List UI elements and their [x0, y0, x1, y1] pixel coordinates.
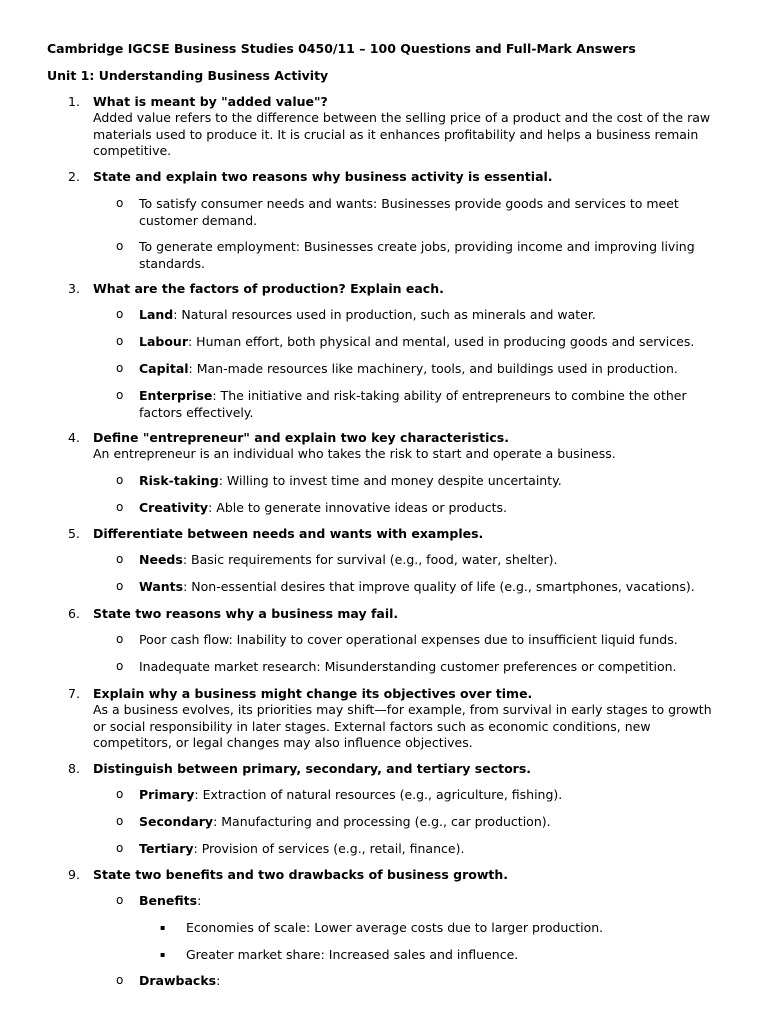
bullet-term: Secondary	[139, 814, 214, 829]
question-text: State two reasons why a business may fail.	[93, 606, 399, 621]
bullet-term: Risk-taking	[139, 473, 219, 488]
bullet-text: To generate employment: Businesses create jobs, providing income and improving living standards.	[139, 239, 695, 271]
question-text: Differentiate between needs and wants with examples.	[93, 526, 484, 541]
bullet-text: : Human effort, both physical and mental, used in producing goods and services.	[188, 334, 695, 349]
bullet-marker: o	[116, 473, 124, 487]
question-text: Explain why a business might change its objectives over time.	[93, 686, 533, 701]
question-number: 4.	[68, 430, 80, 445]
question-number: 5.	[68, 526, 80, 541]
bullet-text: : Extraction of natural resources (e.g., agriculture, fishing).	[194, 787, 563, 802]
question-number: 1.	[68, 94, 80, 109]
bullet-text: : Non-essential desires that improve quality of life (e.g., smartphones, vacations).	[183, 579, 695, 594]
question-text: State two benefits and two drawbacks of business growth.	[93, 867, 509, 882]
question-number: 3.	[68, 281, 80, 296]
bullet-text: Poor cash flow: Inability to cover operational expenses due to insufficient liquid funds.	[139, 632, 678, 647]
bullet-marker: o	[116, 388, 124, 402]
bullet-marker: o	[116, 196, 124, 210]
bullet-term: Enterprise	[139, 388, 213, 403]
bullet-text: : Willing to invest time and money despite uncertainty.	[218, 473, 562, 488]
question-text: State and explain two reasons why business activity is essential.	[93, 169, 553, 184]
bullet-text: : Manufacturing and processing (e.g., car production).	[213, 814, 551, 829]
document-title: Cambridge IGCSE Business Studies 0450/11 – 100 Questions and Full-Mark Answers	[47, 41, 636, 56]
question-number: 8.	[68, 761, 80, 776]
bullet-marker: o	[116, 841, 124, 855]
answer-text: As a business evolves, its priorities may shift—for example, from survival in early stages to growth or social responsibility in later stages. External factors such as economic conditions, new competitors, or legal changes may also influence objectives.	[93, 702, 712, 750]
question-number: 7.	[68, 686, 80, 701]
bullet-text: Inadequate market research: Misunderstanding customer preferences or competition.	[139, 659, 677, 674]
sub-bullet-text: Economies of scale: Lower average costs due to larger production.	[186, 920, 604, 935]
bullet-marker: o	[116, 814, 124, 828]
bullet-marker: o	[116, 334, 124, 348]
bullet-term: Wants	[139, 579, 184, 594]
square-marker: ▪	[160, 950, 166, 959]
bullet-marker: o	[116, 239, 124, 253]
bullet-marker: o	[116, 632, 124, 646]
bullet-marker: o	[116, 361, 124, 375]
bullet-term: Needs	[139, 552, 183, 567]
question-text: What is meant by "added value"?	[93, 94, 328, 109]
bullet-term: Primary	[139, 787, 195, 802]
bullet-marker: o	[116, 659, 124, 673]
bullet-text: : Natural resources used in production, such as minerals and water.	[173, 307, 596, 322]
bullet-marker: o	[116, 552, 124, 566]
bullet-text: :	[197, 893, 202, 908]
bullet-marker: o	[116, 307, 124, 321]
answer-text: Added value refers to the difference between the selling price of a product and the cost of the raw materials used to produce it. It is crucial as it enhances profitability and helps a business remain competitive.	[93, 110, 711, 158]
bullet-marker: o	[116, 973, 124, 987]
bullet-marker: o	[116, 579, 124, 593]
bullet-term: Drawbacks	[139, 973, 217, 988]
bullet-marker: o	[116, 500, 124, 514]
question-number: 9.	[68, 867, 80, 882]
bullet-text: : The initiative and risk-taking ability of entrepreneurs to combine the other factors effectively.	[139, 388, 687, 420]
question-text: Define "entrepreneur" and explain two key characteristics.	[93, 430, 509, 445]
bullet-term: Labour	[139, 334, 188, 349]
unit-heading: Unit 1: Understanding Business Activity	[47, 68, 329, 83]
bullet-term: Capital	[139, 361, 189, 376]
bullet-text: : Man-made resources like machinery, tools, and buildings used in production.	[188, 361, 678, 376]
bullet-text: : Basic requirements for survival (e.g., food, water, shelter).	[182, 552, 558, 567]
bullet-term: Creativity	[139, 500, 209, 515]
question-text: Distinguish between primary, secondary, and tertiary sectors.	[93, 761, 532, 776]
bullet-term: Benefits	[139, 893, 198, 908]
bullet-text: : Provision of services (e.g., retail, finance).	[193, 841, 465, 856]
bullet-term: Land	[139, 307, 174, 322]
sub-bullet-text: Greater market share: Increased sales and influence.	[186, 947, 519, 962]
bullet-marker: o	[116, 893, 124, 907]
bullet-term: Tertiary	[139, 841, 194, 856]
question-number: 2.	[68, 169, 80, 184]
answer-text: An entrepreneur is an individual who takes the risk to start and operate a business.	[93, 446, 616, 461]
question-number: 6.	[68, 606, 80, 621]
bullet-text: To satisfy consumer needs and wants: Businesses provide goods and services to meet customer demand.	[139, 196, 679, 228]
bullet-text: : Able to generate innovative ideas or products.	[208, 500, 508, 515]
bullet-text: :	[216, 973, 221, 988]
question-text: What are the factors of production? Explain each.	[93, 281, 444, 296]
square-marker: ▪	[160, 923, 166, 932]
bullet-marker: o	[116, 787, 124, 801]
